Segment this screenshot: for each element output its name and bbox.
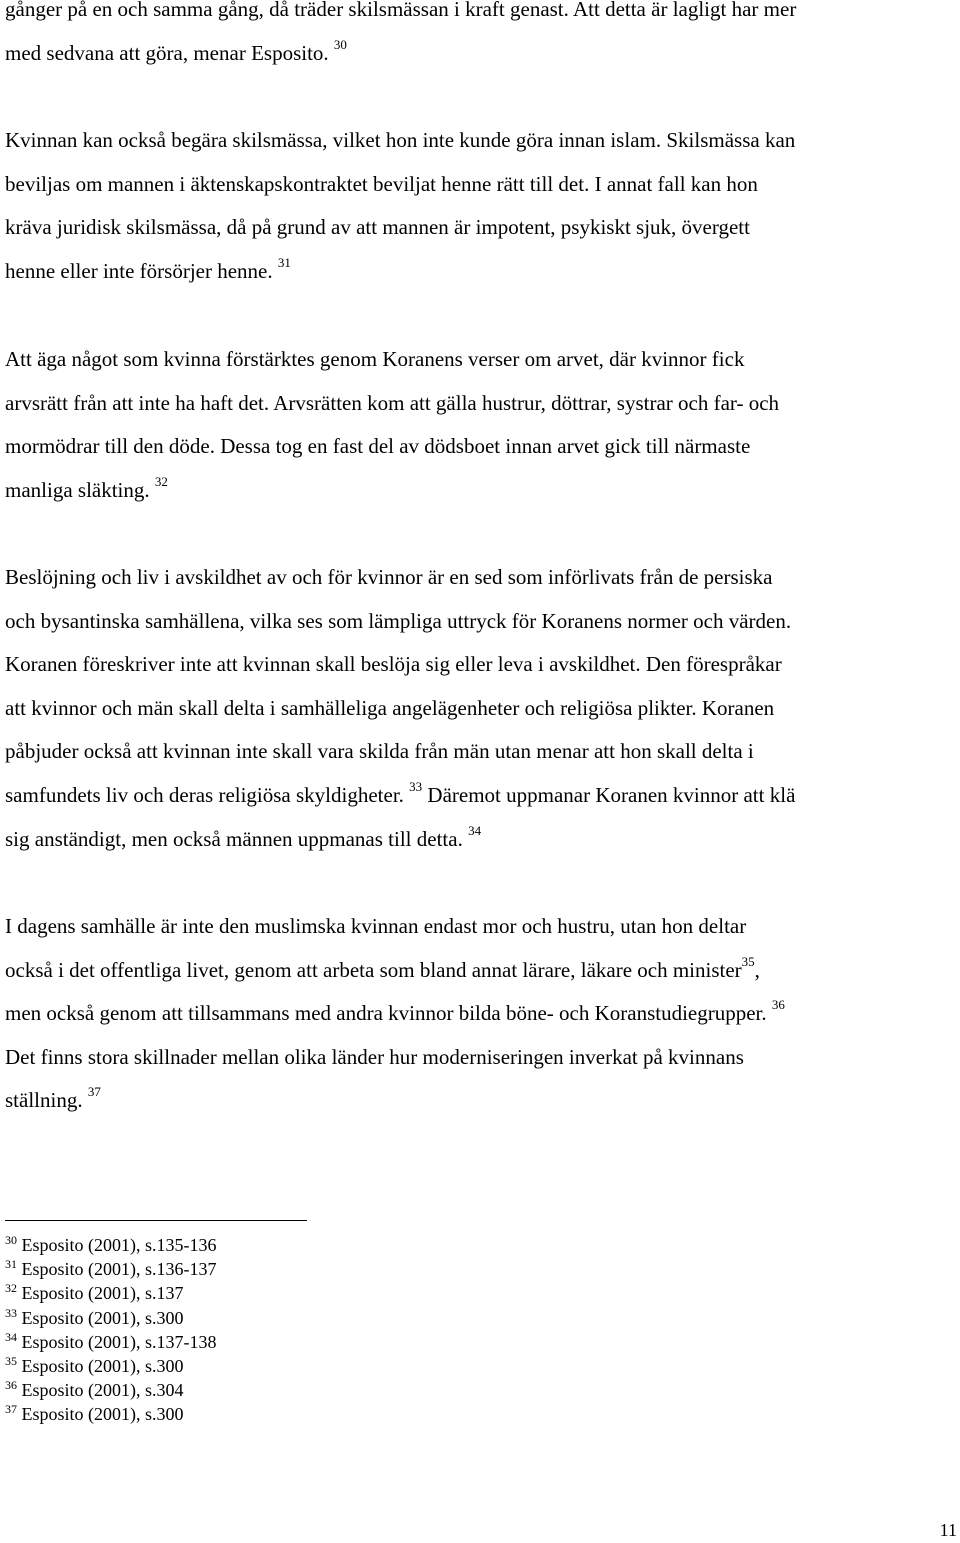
footnote-item — [5, 1233, 605, 1257]
footnote-number: 36 — [5, 1378, 17, 1393]
text-line — [5, 992, 960, 1036]
text-line — [5, 730, 960, 774]
footnote-text: Esposito (2001), s.137 — [21, 1283, 184, 1304]
footnotes-list — [5, 1233, 605, 1427]
line-text: arvsrätt från att inte ha haft det. Arvsrätten kom att gälla hustrur, döttrar, systrar och far- och — [5, 390, 780, 415]
footnote-number: 32 — [5, 1281, 17, 1296]
line-text: ställning. — [5, 1088, 83, 1113]
footnote-text: Esposito (2001), s.137-138 — [21, 1331, 217, 1352]
text-line — [5, 600, 960, 644]
footnote-text: Esposito (2001), s.136-137 — [21, 1259, 217, 1280]
footnote-reference[interactable]: 34 — [468, 822, 482, 838]
line-text: sig anständigt, men också männen uppmanas till detta. — [5, 826, 463, 851]
page-number: 11 — [939, 1520, 957, 1540]
footnote-reference[interactable]: 30 — [333, 36, 347, 52]
line-text: mormödrar till den döde. Dessa tog en fast del av dödsboet innan arvet gick till närmaste — [5, 434, 751, 459]
footnote-item — [5, 1257, 605, 1281]
footnote-number: 31 — [5, 1257, 17, 1272]
body-paragraph — [5, 338, 960, 512]
footnote-separator — [5, 1220, 307, 1221]
body-paragraph — [5, 556, 960, 861]
line-text: Kvinnan kan också begära skilsmässa, vilket hon inte kunde göra innan islam. Skilsmässa kan — [5, 128, 796, 152]
line-text: och bysantinska samhällena, vilka ses som lämpliga uttryck för Koranens normer och värden. — [5, 608, 792, 633]
footnote-reference[interactable]: 36 — [771, 997, 785, 1013]
footnote-reference[interactable]: 31 — [277, 254, 291, 270]
text-line — [5, 206, 960, 250]
line-text: men också genom att tillsammans med andra kvinnor bilda böne- och Koranstudiegrupper. — [5, 1001, 767, 1026]
text-line — [5, 818, 960, 862]
line-text: Att äga något som kvinna förstärktes genom Koranens verser om arvet, där kvinnor fick — [5, 347, 745, 371]
line-text: påbjuder också att kvinnan inte skall vara skilda från män utan menar att hon skall delta i — [5, 739, 754, 764]
footnote-text: Esposito (2001), s.300 — [21, 1404, 184, 1425]
line-text: manliga släkting. — [5, 477, 150, 502]
line-text: kräva juridisk skilsmässa, då på grund av att mannen är impotent, psykiskt sjuk, övergett — [5, 215, 750, 240]
text-line — [5, 1079, 960, 1123]
footnote-item — [5, 1354, 605, 1378]
text-line — [5, 32, 960, 76]
line-text-continued: Däremot uppmanar Koranen kvinnor att klä — [422, 782, 796, 807]
text-line — [5, 774, 960, 818]
line-text: Koranen föreskriver inte att kvinnan skall beslöja sig eller leva i avskildhet. Den förespråkar — [5, 652, 782, 677]
line-text: henne eller inte försörjer henne. — [5, 258, 273, 283]
line-text: Beslöjning och liv i avskildhet av och för kvinnor är en sed som införlivats från de persiska — [5, 565, 773, 589]
line-text: beviljas om mannen i äktenskapskontraktet beviljat henne rätt till det. I annat fall kan hon — [5, 171, 758, 196]
text-line — [5, 469, 960, 513]
body-paragraph — [5, 0, 960, 75]
footnote-item — [5, 1281, 605, 1305]
line-text: I dagens samhälle är inte den muslimska kvinnan endast mor och hustru, utan hon deltar — [5, 914, 747, 938]
body-paragraph — [5, 119, 960, 293]
footnote-number: 34 — [5, 1329, 17, 1344]
line-text-continued: , — [754, 957, 760, 982]
text-line — [5, 1036, 960, 1080]
text-line — [5, 250, 960, 294]
text-line — [5, 425, 960, 469]
text-line — [5, 556, 960, 600]
footnote-text: Esposito (2001), s.304 — [21, 1380, 184, 1401]
text-line — [5, 687, 960, 731]
footnote-text: Esposito (2001), s.135-136 — [21, 1235, 217, 1255]
line-text: med sedvana att göra, menar Esposito. — [5, 40, 329, 65]
body-paragraph — [5, 905, 960, 1123]
line-text: också i det offentliga livet, genom att arbeta som bland annat lärare, läkare och minister — [5, 957, 742, 982]
line-text: gånger på en och samma gång, då träder skilsmässan i kraft genast. Att detta är lagligt har mer — [5, 0, 797, 21]
footnote-number: 37 — [5, 1402, 17, 1417]
footnote-item — [5, 1306, 605, 1330]
footnote-reference[interactable]: 32 — [154, 473, 168, 489]
footnote-item — [5, 1402, 605, 1426]
footnote-text: Esposito (2001), s.300 — [21, 1307, 184, 1328]
text-line — [5, 643, 960, 687]
text-line — [5, 949, 960, 993]
line-text: att kvinnor och män skall delta i samhälleliga angelägenheter och religiösa plikter. Koranen — [5, 695, 775, 720]
text-line — [5, 119, 960, 163]
line-text: samfundets liv och deras religiösa skyldigheter. — [5, 782, 404, 807]
line-text: Det finns stora skillnader mellan olika länder hur moderniseringen inverkat på kvinnans — [5, 1044, 744, 1069]
text-line — [5, 905, 960, 949]
text-line — [5, 338, 960, 382]
footnote-text: Esposito (2001), s.300 — [21, 1356, 184, 1377]
text-line — [5, 163, 960, 207]
footnote-reference[interactable]: 37 — [87, 1084, 101, 1100]
footnote-number: 33 — [5, 1305, 17, 1320]
text-line — [5, 0, 960, 32]
footnote-item — [5, 1378, 605, 1402]
text-line — [5, 382, 960, 426]
footnote-item — [5, 1330, 605, 1354]
footnote-number: 35 — [5, 1354, 17, 1369]
footnote-reference[interactable]: 35 — [741, 953, 755, 969]
footnote-number: 30 — [5, 1233, 17, 1247]
footnote-reference[interactable]: 33 — [409, 778, 423, 794]
